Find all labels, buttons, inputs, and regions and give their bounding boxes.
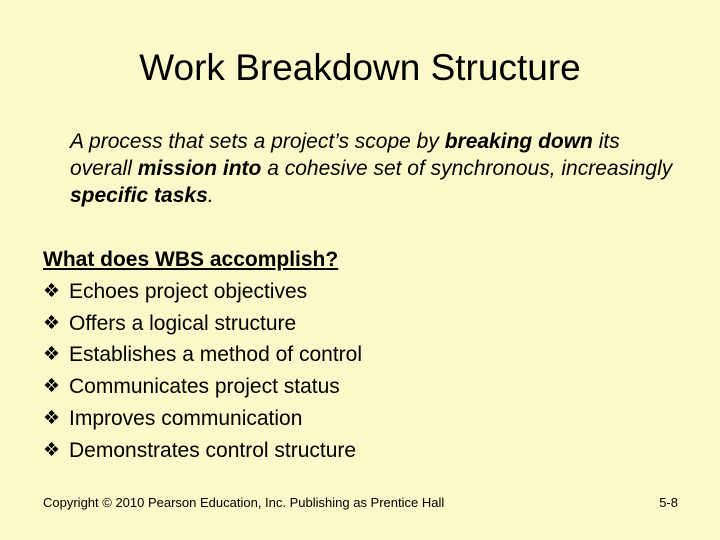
list-item-text: Communicates project status <box>69 375 340 399</box>
diamond-bullet-icon: ❖ <box>43 312 61 334</box>
list-item-text: Echoes project objectives <box>69 279 308 303</box>
diamond-bullet-icon: ❖ <box>43 344 61 366</box>
diamond-bullet-icon: ❖ <box>43 439 61 461</box>
diamond-bullet-icon: ❖ <box>43 376 61 398</box>
definition-text-2: its overall <box>70 130 620 180</box>
copyright-footer: Copyright © 2010 Pearson Education, Inc. Publishing as Prentice Hall <box>43 495 445 510</box>
list-item-text: Offers a logical structure <box>69 311 297 335</box>
diamond-bullet-icon: ❖ <box>43 407 61 429</box>
list-item <box>43 276 683 308</box>
definition-paragraph <box>70 128 680 209</box>
wbs-benefits-list <box>43 276 683 467</box>
list-item-text: Improves communication <box>69 406 303 430</box>
definition-emphasis-2: mission into <box>137 157 262 180</box>
list-item-text: Establishes a method of control <box>69 343 362 367</box>
list-item <box>43 308 683 340</box>
list-item <box>43 403 683 435</box>
list-item-text: Demonstrates control structure <box>69 438 357 462</box>
list-item <box>43 371 683 403</box>
definition-emphasis-1: breaking down <box>444 130 593 153</box>
definition-text-4: . <box>207 184 214 207</box>
slide-title: Work Breakdown Structure <box>139 47 581 88</box>
list-item <box>43 339 683 371</box>
wbs-benefits-heading: What does WBS accomplish? <box>43 248 339 271</box>
wbs-benefits-section <box>43 244 683 467</box>
list-item <box>43 435 683 467</box>
definition-text-3: a cohesive set of synchronous, increasingly <box>261 157 673 180</box>
page-number: 5-8 <box>659 495 678 510</box>
definition-emphasis-3: specific tasks <box>70 184 208 207</box>
diamond-bullet-icon: ❖ <box>43 280 61 302</box>
definition-text-1: A process that sets a project’s scope by <box>70 130 445 153</box>
